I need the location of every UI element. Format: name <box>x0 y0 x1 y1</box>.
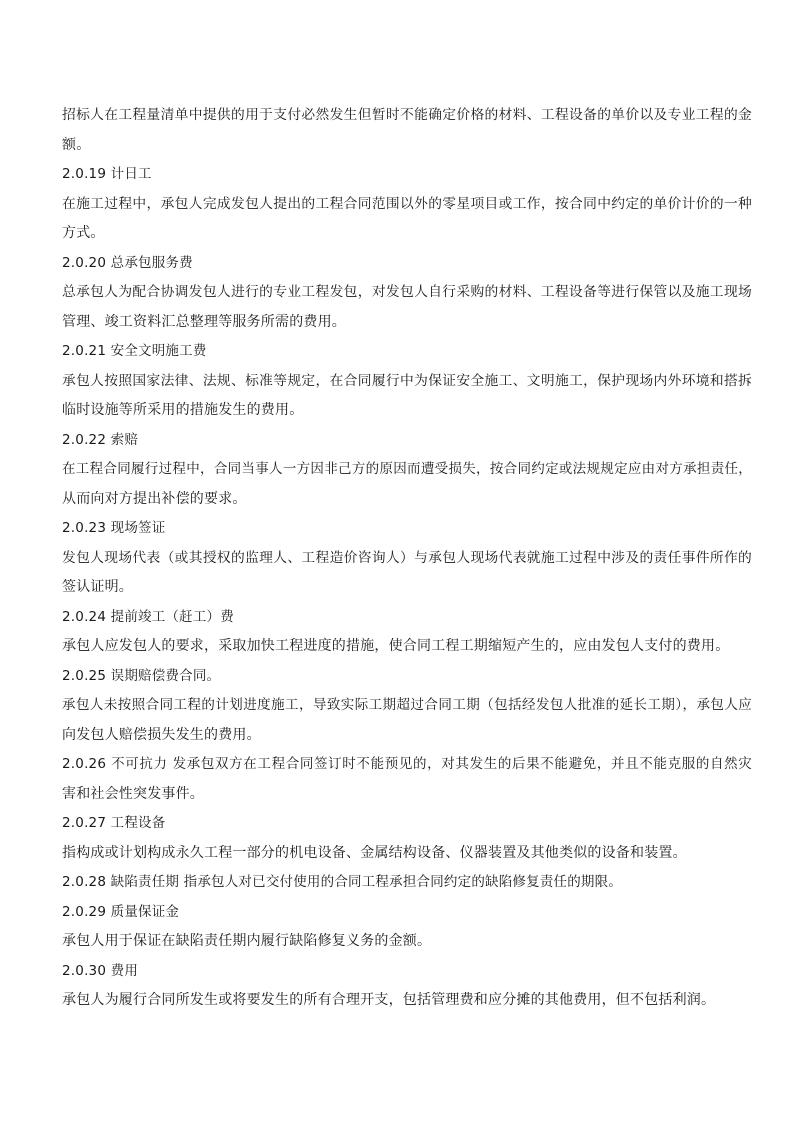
clause-heading: 2.0.20 总承包服务费 <box>62 254 193 271</box>
clause-heading: 2.0.21 安全文明施工费 <box>62 343 207 359</box>
paragraph-line: 在施工过程中，承包人完成发包人提出的工程合同范围以外的零星项目或工作，按合同中约定的单价计价的一种 <box>62 195 752 212</box>
clause-heading: 2.0.30 费用 <box>62 962 139 979</box>
paragraph-line: 额。 <box>62 136 91 153</box>
paragraph-line: 招标人在工程量清单中提供的用于支付必然发生但暂时不能确定价格的材料、工程设备的单价以及专业工程的金 <box>62 107 752 123</box>
paragraph-line: 害和社会性突发事件。 <box>62 785 204 802</box>
paragraph-line: 临时设施等所采用的措施发生的费用。 <box>62 402 304 418</box>
clause-heading: 2.0.23 现场签证 <box>62 520 166 536</box>
document-body <box>62 101 752 1016</box>
document-page <box>62 101 752 1016</box>
paragraph-line: 承包人用于保证在缺陷责任期内履行缺陷修复义务的金额。 <box>62 933 432 949</box>
paragraph-line: 管理、竣工资料汇总整理等服务所需的费用。 <box>62 313 346 330</box>
paragraph-line: 方式。 <box>62 225 105 241</box>
paragraph-line: 承包人按照国家法律、法规、标准等规定，在合同履行中为保证安全施工、文明施工，保护现场内外环境和搭拆 <box>62 372 752 389</box>
paragraph-line: 发包人现场代表（或其授权的监理人、工程造价咨询人）与承包人现场代表就施工过程中涉及的责任事件所作的 <box>62 549 752 566</box>
paragraph-line: 向发包人赔偿损失发生的费用。 <box>62 726 261 743</box>
paragraph-line: 在工程合同履行过程中，合同当事人一方因非己方的原因而遭受损失，按合同约定或法规规定应由对方承担责任， <box>62 461 752 477</box>
paragraph-line: 承包人应发包人的要求，采取加快工程进度的措施，使合同工程工期缩短产生的，应由发包人支付的费用。 <box>62 638 730 654</box>
paragraph-line: 指构成或计划构成永久工程一部分的机电设备、金属结构设备、仪器装置及其他类似的设备和装置。 <box>62 844 687 861</box>
paragraph-line: 从而向对方提出补偿的要求。 <box>62 490 247 507</box>
paragraph-line: 签认证明。 <box>62 579 133 595</box>
clause-heading: 2.0.28 缺陷责任期 指承包人对已交付使用的合同工程承担合同约定的缺陷修复责任的期限。 <box>62 874 623 890</box>
clause-heading: 2.0.26 不可抗力 发承包双方在工程合同签订时不能预见的，对其发生的后果不能避免，并且不能克服的自然灾 <box>62 756 752 772</box>
clause-heading: 2.0.19 计日工 <box>62 166 152 182</box>
clause-heading: 2.0.25 误期赔偿费合同。 <box>62 667 221 684</box>
clause-heading: 2.0.24 提前竣工（赶工）费 <box>62 608 234 625</box>
clause-heading: 2.0.22 索赔 <box>62 431 139 448</box>
clause-heading: 2.0.27 工程设备 <box>62 815 166 831</box>
paragraph-line: 承包人为履行合同所发生或将要发生的所有合理开支，包括管理费和应分摊的其他费用，但不包括利润。 <box>62 992 716 1008</box>
paragraph-line: 总承包人为配合协调发包人进行的专业工程发包，对发包人自行采购的材料、工程设备等进行保管以及施工现场 <box>62 284 752 300</box>
clause-heading: 2.0.29 质量保证金 <box>62 903 180 920</box>
paragraph-line: 承包人未按照合同工程的计划进度施工，导致实际工期超过合同工期（包括经发包人批准的延长工期），承包人应 <box>62 697 752 713</box>
